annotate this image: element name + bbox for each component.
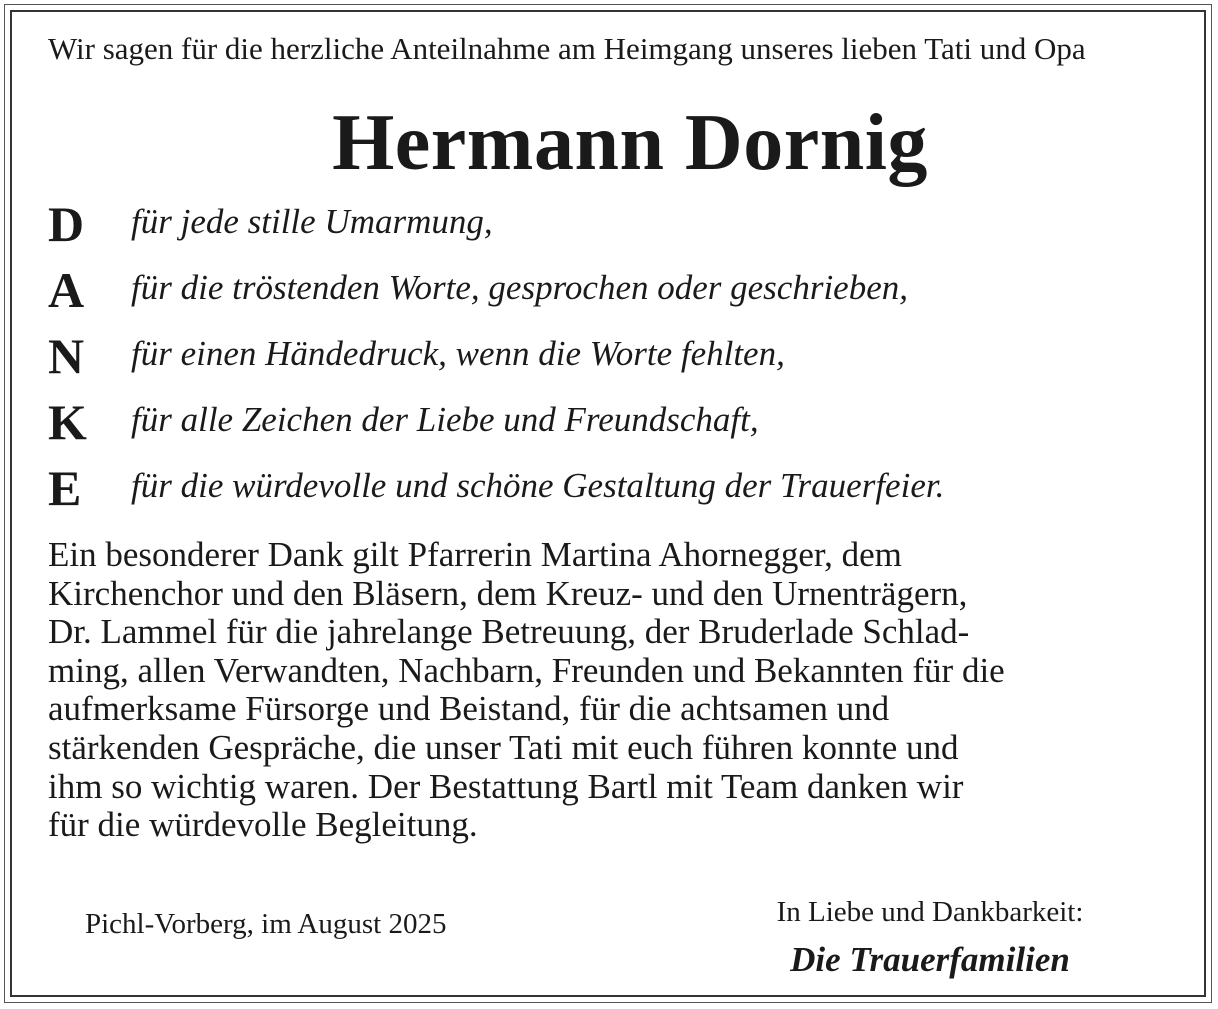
danke-text: für einen Händedruck, wenn die Worte fehlten,	[131, 334, 785, 373]
danke-letter: D	[48, 196, 85, 252]
danke-letter: E	[48, 460, 82, 516]
signature: Die Trauerfamilien	[790, 940, 1070, 979]
danke-text: für die tröstenden Worte, gesprochen oder geschrieben,	[131, 268, 908, 307]
intro-text: Wir sagen für die herzliche Anteilnahme am Heimgang unseres lieben Tati und Opa	[48, 31, 1086, 66]
danke-row-e	[48, 458, 1188, 524]
paragraph-line: stärkenden Gespräche, die unser Tati mit euch führen konnte und	[48, 727, 959, 767]
danke-row-k	[48, 392, 1188, 458]
danke-row-n	[48, 326, 1188, 392]
paragraph-line: für die würdevolle Begleitung.	[48, 805, 478, 845]
paragraph-line: Kirchenchor und den Bläsern, dem Kreuz- und den Urnenträgern,	[48, 573, 968, 613]
paragraph-line: ming, allen Verwandten, Nachbarn, Freunden und Bekannten für die	[48, 650, 1005, 690]
paragraph-line: aufmerksame Fürsorge und Beistand, für die achtsamen und	[48, 689, 890, 729]
danke-letter: A	[48, 262, 85, 318]
paragraph-line: Ein besonderer Dank gilt Pfarrerin Martina Ahornegger, dem	[48, 535, 902, 574]
danke-row-d	[48, 194, 1188, 260]
paragraph-line: ihm so wichtig waren. Der Bestattung Bartl mit Team danken wir	[48, 766, 964, 806]
thanks-paragraph	[48, 536, 1198, 845]
danke-text: für jede stille Umarmung,	[131, 202, 493, 241]
danke-text: für alle Zeichen der Liebe und Freundschaft,	[131, 400, 759, 439]
danke-row-a	[48, 260, 1188, 326]
paragraph-line: Dr. Lammel für die jahrelange Betreuung, der Bruderlade Schlad-	[48, 612, 970, 652]
danke-letter: K	[48, 394, 87, 450]
place-date: Pichl-Vorberg, im August 2025	[85, 908, 447, 940]
danke-letter: N	[48, 328, 85, 384]
closing-line: In Liebe und Dankbarkeit:	[776, 896, 1084, 928]
deceased-name: Hermann Dornig	[332, 99, 928, 187]
danke-text: für die würdevolle und schöne Gestaltung der Trauerfeier.	[131, 466, 945, 505]
